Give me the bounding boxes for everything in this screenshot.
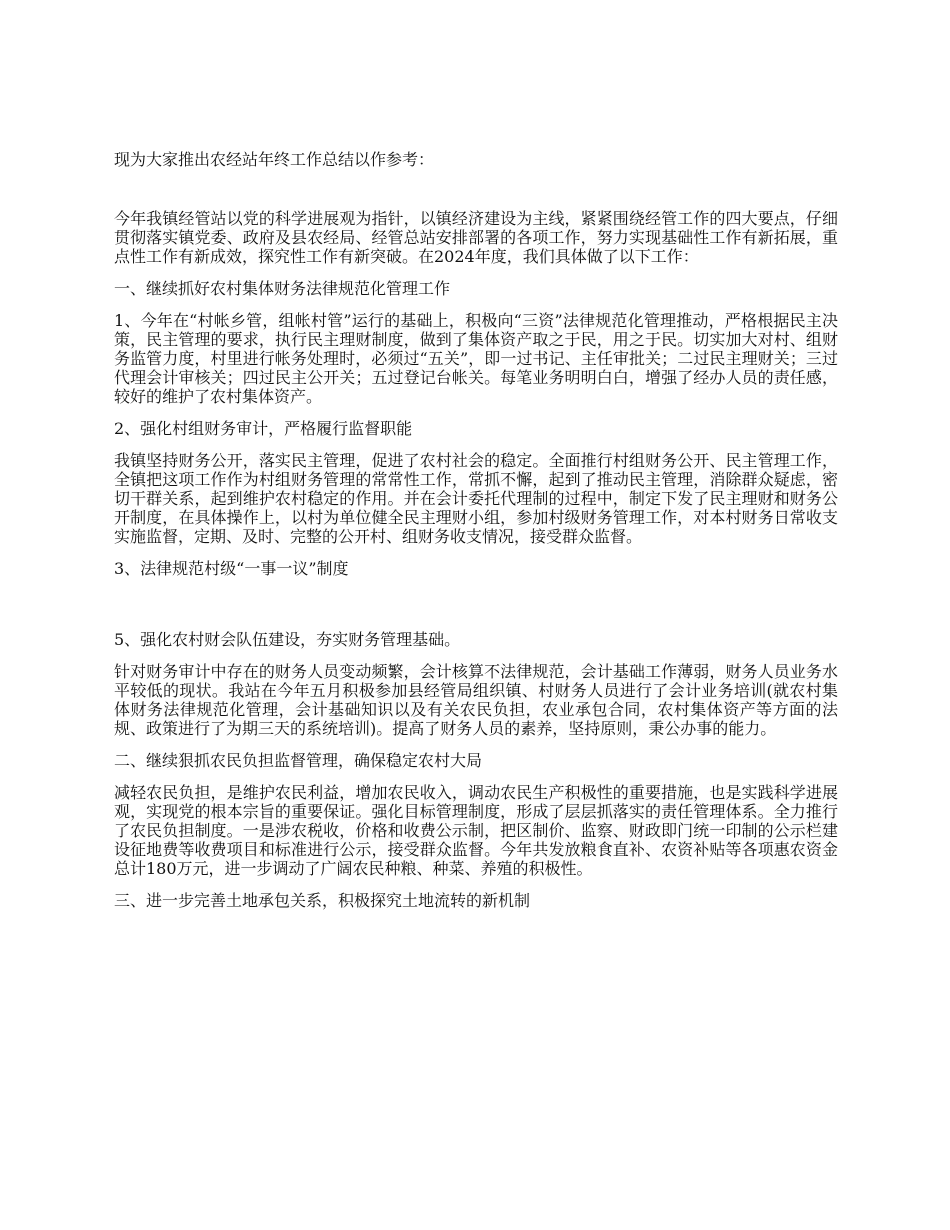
section-heading-2: 二、继续狠抓农民负担监督管理，确保稳定农村大局 [114,751,483,770]
section-heading-1: 一、继续抓好农村集体财务法律规范化管理工作 [114,279,451,298]
intro-line: 现为大家推出农经站年终工作总结以作参考： [114,150,435,169]
subheading-item-5: 5、强化农村财会队伍建设，夯实财务管理基础。 [114,630,461,649]
paragraph-item-1: 1、今年在“村帐乡管，组帐村管”运行的基础上，积极向“三资”法律规范化管理推动，严格根据民主决策，民主管理的要求，执行民主理财制度，做到了集体资产取之于民，用之于民。切实加大对村、组财务监管力度，村里进行帐务处理时，必须过“五关”，即一过书记、主任审批关；二过民主理财关；三过代理会计审核关；四过民主公开关；五过登记台帐关。每笔业务明明白白，增强了经办人员的责任感，较好的维护了农村集体资产。 [114,311,838,406]
section-heading-3: 三、进一步完善土地承包关系，积极探究土地流转的新机制 [114,891,531,910]
subheading-item-2: 2、强化村组财务审计，严格履行监督职能 [114,419,413,438]
paragraph-item-5: 针对财务审计中存在的财务人员变动频繁，会计核算不法律规范，会计基础工作薄弱，财务人员业务水平较低的现状。我站在今年五月积极参加县经管局组织镇、村财务人员进行了会计业务培训(就农村集体财务法律规范化管理，会计基础知识以及有关农民负担，农业承包合同，农村集体资产等方面的法规、政策进行了为期三天的系统培训)。提高了财务人员的素养，坚持原则，秉公办事的能力。 [114,662,838,738]
subheading-item-3: 3、法律规范村级“一事一议”制度 [114,559,349,578]
document-body [114,150,838,923]
paragraph-item-2: 我镇坚持财务公开，落实民主管理，促进了农村社会的稳定。全面推行村组财务公开、民主管理工作，全镇把这项工作作为村组财务管理的常常性工作，常抓不懈，起到了推动民主管理，消除群众疑虑，密切干群关系，起到维护农村稳定的作用。并在会计委托代理制的过程中，制定下发了民主理财和财务公开制度，在具体操作上，以村为单位健全民主理财小组，参加村级财务管理工作，对本村财务日常收支实施监督，定期、及时、完整的公开村、组财务收支情况，接受群众监督。 [114,451,838,546]
opening-paragraph: 今年我镇经管站以党的科学进展观为指针，以镇经济建设为主线，紧紧围绕经管工作的四大要点，仔细贯彻落实镇党委、政府及县农经局、经管总站安排部署的各项工作，努力实现基础性工作有新拓展，重点性工作有新成效，探究性工作有新突破。在2024年度，我们具体做了以下工作： [114,209,838,266]
paragraph-section-2: 减轻农民负担，是维护农民利益，增加农民收入，调动农民生产积极性的重要措施，也是实践科学进展观，实现党的根本宗旨的重要保证。强化目标管理制度，形成了层层抓落实的责任管理体系。全力推行了农民负担制度。一是涉农税收，价格和收费公示制，把区制价、监察、财政即门统一印制的公示栏建设征地费等收费项目和标准进行公示，接受群众监督。今年共发放粮食直补、农资补贴等各项惠农资金总计180万元，进一步调动了广阔农民种粮、种菜、养殖的积极性。 [114,783,838,878]
